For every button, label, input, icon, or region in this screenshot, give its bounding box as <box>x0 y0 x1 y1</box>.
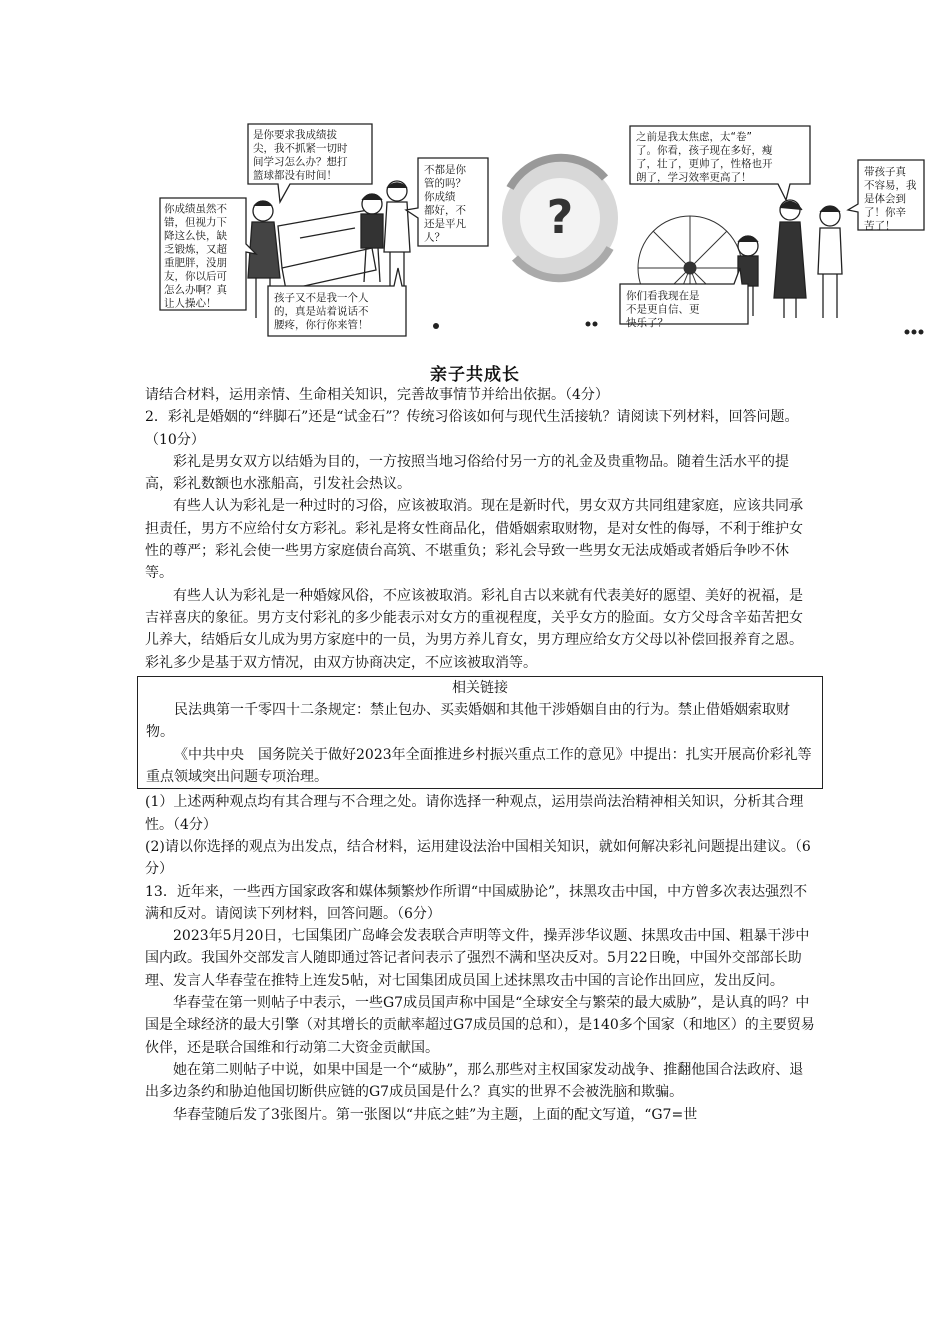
bubble-5-line: 朗了，学习效率更高了！ <box>636 171 752 184</box>
comic-caption: 亲子共成长 <box>430 365 520 385</box>
bubble-2-line: 怎么办啊？真 <box>164 284 227 296</box>
bubble-4-line: 的，真是站着说话不 <box>274 305 369 318</box>
bubble-2-line: 你成绩虽然不 <box>164 203 227 215</box>
bubble-2-line: 降这么快，缺 <box>164 230 227 242</box>
svg-text:孩子又不是我一个人 的，真是站着说话不 <box>274 291 372 331</box>
question-13-paragraph: 华春莹随后发了3张图片。第一张图以“井底之蛙”为主题，上面的配文写道，“G7=世 <box>173 1106 698 1123</box>
question-2-intro: 2．彩礼是婚姻的“绊脚石”还是“试金石”？传统习俗该如何与现代生活接轨？请阅读下列材料，回答问题。（10分） <box>145 409 799 448</box>
question-swirl <box>502 158 618 279</box>
related-links-title: 相关链接 <box>452 679 508 696</box>
question-13-paragraph: 华春莹在第一则帖子中表示，一些G7成员国声称中国是“全球安全与繁荣的最大威胁”，是认真的吗？中国是全球经济的最大引擎（对其增长的贡献率超过G7成员国的总和），是140多个国家（和地区）的主要贸易伙伴，还是联合国维和行动第二大资金贡献国。 <box>145 995 815 1056</box>
related-links-box <box>137 676 823 789</box>
mother-figure-right <box>774 200 806 318</box>
bubble-3-line: 都好，不 <box>424 204 466 217</box>
father-figure-right <box>818 206 842 318</box>
speech-bubble-2 <box>160 198 256 310</box>
bubble-6-line: 了！你辛 <box>864 206 906 219</box>
bubble-3-line: 你成绩 <box>424 191 456 203</box>
bubble-2-line: 错，但视力下 <box>164 216 227 229</box>
question-mark: ? <box>546 190 574 244</box>
comic-svg <box>150 118 930 350</box>
q-intro-text: 请结合材料，运用亲情、生命相关知识，完善故事情节并给出依据。（4分） <box>145 387 609 403</box>
related-links-paragraph: 《中共中央 国务院关于做好2023年全面推进乡村振兴重点工作的意见》中提出：扎实开展高价彩礼等重点领域突出问题专项治理。 <box>146 746 812 786</box>
question-2-sub-1: (1）上述两种观点均有其合理与不合理之处。请你选择一种观点，运用崇尚法治精神相关知识，分析其合理性。（4分） <box>145 794 804 833</box>
question-2-paragraph: 彩礼是男女双方以结婚为目的，一方按照当地习俗给付另一方的礼金及贵重物品。随着生活水平的提高，彩礼数额也水涨船高，引发社会热议。 <box>145 453 789 493</box>
bubble-4-line: 腰疼，你行你来管！ <box>274 319 369 331</box>
bubble-5-line: 了，壮了，更帅了，性格也开 <box>636 158 773 170</box>
speech-bubble-5 <box>630 126 810 200</box>
comic-illustration <box>150 118 930 350</box>
bubble-2-line: 让人操心！ <box>164 297 217 310</box>
question-13-paragraph: 2023年5月20日，七国集团广岛峰会发表联合声明等文件，操弄涉华议题、抹黑攻击中国、粗暴干涉中国内政。我国外交部发言人随即通过答记者问表示了强烈不满和坚决反对。5月22日晚，中国外交部部长助理、发言人华春莹在推特上连发5帖，对七国集团成员国上述抹黑攻击中国的言论作出回应，发出反问。 <box>145 928 810 989</box>
bubble-3-line: 管的吗？ <box>424 177 466 190</box>
related-links-paragraph: 民法典第一千零四十二条规定：禁止包办、买卖婚姻和其他干涉婚姻自由的行为。禁止借婚姻索取财物。 <box>146 702 790 741</box>
bubble-2-line: 重肥胖，没朋 <box>164 257 227 269</box>
bubble-1-line: 篮球都没有时间！ <box>253 169 337 182</box>
speech-bubble-3 <box>406 158 488 246</box>
bubble-6-line: 带孩子真 <box>864 166 906 178</box>
bubble-3-line: 不都是你 <box>424 164 466 176</box>
bubble-3-line: 还是平凡 <box>424 218 466 230</box>
bubble-7-line: 你们看我现在是 <box>626 290 700 302</box>
question-2-paragraph: 有些人认为彩礼是一种婚嫁风俗，不应该被取消。彩礼自古以来就有代表美好的愿望、美好的祝福，是吉祥喜庆的象征。男方支付彩礼的多少能表示对女方的重视程度，关乎女方的脸面。女方父母含辛茹苦把女儿养大，结婚后女儿成为男方家庭中的一员，为男方养儿育女，男方理应给女方父母以补偿回报养育之恩。彩礼多少是基于双方情况，由双方协商决定，不应该被取消等。 <box>145 587 803 671</box>
bubble-1-line: 是你要求我成绩拔 <box>253 129 337 141</box>
bubble-6-line: 苦了！ <box>864 220 896 232</box>
bubble-2-line: 友，你以后可 <box>164 270 227 283</box>
question-13-intro: 13．近年来，一些西方国家政客和媒体频繁炒作所谓“中国威胁论”，抹黑攻击中国，中方曾多次表达强烈不满和反对。请阅读下列材料，回答问题。（6分） <box>145 883 808 922</box>
speech-bubble-1 <box>248 124 372 202</box>
bubble-2-line: 乏锻炼，又超 <box>164 243 227 256</box>
bubble-6-line: 不容易，我 <box>864 179 917 192</box>
bubble-5-line: 之前是我太焦虑，太“卷” <box>636 131 752 143</box>
bubble-7-line: 快乐了？ <box>626 317 668 329</box>
question-2-paragraph: 有些人认为彩礼是一种过时的习俗，应该被取消。现在是新时代，男女双方共同组建家庭，应该共同承担责任，男方不应给付女方彩礼。彩礼是将女性商品化，借婚姻索取财物，是对女性的侮辱，不利于维护女性的尊严；彩礼会使一些男方家庭债台高筑、不堪重负；彩礼会导致一些男女无法成婚或者婚后争吵不休等。 <box>145 498 803 582</box>
bubble-1-line: 间学习怎么办？想打 <box>253 156 348 168</box>
child-figure-left <box>361 194 383 282</box>
bubble-3-line: 人？ <box>424 231 445 244</box>
bubble-5-line: 了。你看，孩子现在多好，瘦 <box>636 144 773 157</box>
bubble-6-line: 是体会到 <box>864 193 906 205</box>
bubble-7-line: 不是更自信、更 <box>626 303 700 316</box>
bubble-4-line: 孩子又不是我一个人 <box>274 292 369 304</box>
question-2-sub-2: (2)请以你选择的观点为出发点，结合材料，运用建设法治中国相关知识，就如何解决彩礼问题提出建议。（6分） <box>145 838 811 878</box>
bubble-1-line: 尖，我不抓紧一切时 <box>253 142 348 155</box>
speech-bubble-6 <box>848 160 924 232</box>
question-13-paragraph: 她在第二则帖子中说，如果中国是一个“威胁”，那么那些对主权国家发动战争、推翻他国合法政府、退出多边条约和胁迫他国切断供应链的G7成员国是什么？真实的世界不会被洗脑和欺骗。 <box>145 1061 804 1101</box>
document-body <box>145 384 815 1126</box>
